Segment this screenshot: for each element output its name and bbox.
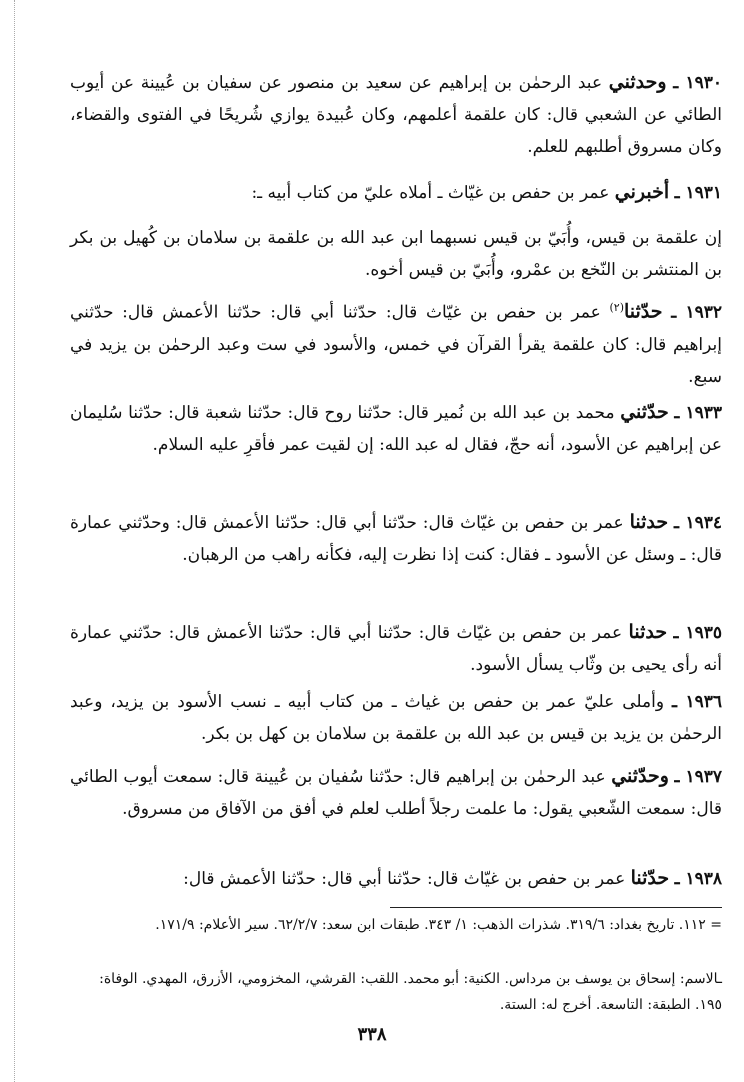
entry-1937 [70,760,722,825]
entry-text: عمر بن حفص بن غيّاث قال: حدّثنا أبي قال: حدّثنا الأعمش قال: حدّثني إبراهيم قال: كان علقمة يقرأ القرآن في خمس، والأسود في ست وعبد الرحمٰن بن يزيد في سبع. [70,302,722,387]
entry-text: إن علقمة بن قيس، وأُبَيّ بن قيس نسبهما ابن عبد الله بن علقمة بن سلامان بن كُهيل بن بكر بن المنتشر بن النّخع بن عمْرو، وأُبَيّ بن قيس أخوه. [70,228,722,280]
entry-text: عبد الرحمٰن بن إبراهيم قال: حدّثنا سُفيان بن عُيينة قال: سمعت أيوب الطائي قال: سمعت الشّعبي يقول: ما علمت رجلاً أطلب لعلم في أفق من الآفاق من مسروق. [70,767,722,819]
entry-1934 [70,506,722,571]
entry-number: ١٩٣٥ ـ [673,623,722,643]
entry-text: عمر بن حفص بن غيّاث ـ أملاه عليّ من كتاب أبيه ـ: [251,183,615,203]
entry-keyword: وحدثني [608,71,667,93]
entry-text: عمر بن حفص بن غيّاث قال: حدّثنا أبي قال: حدّثنا الأعمش قال: وحدّثني عمارة قال: ـ وسئل عن الأسود ـ فقال: كنت إذا نظرت إليه، فكأنه راهب من الرهبان. [70,513,722,565]
entry-keyword: حدثنا [629,511,669,533]
entry-number: ١٩٣٦ ـ [672,692,723,712]
footnote-ref: (٢) [609,301,624,314]
entry-keyword: حدّثني [620,401,669,423]
entry-1938 [70,862,722,895]
page-number: ٣٣٨ [357,1024,387,1045]
page-edge [14,0,15,1082]
entry-text: عمر بن حفص بن غيّاث قال: حدّثنا أبي قال: حدّثنا الأعمش قال: [183,869,631,889]
entry-number: ١٩٣٨ ـ [674,869,722,889]
entry-1936 [70,686,722,750]
entry-keyword: حدّثنا [623,300,663,323]
entry-keyword: أخبرني [614,181,670,203]
footnote-2: ـالاسم: إسحاق بن يوسف بن مرداس. الكنية: أبو محمد. اللقب: القرشي، المخزومي، الأزرق، المهدي. الوفاة: ١٩٥. الطبقة: التاسعة. أخرج له: الستة. [99,971,722,1013]
entry-1931-body [70,222,722,286]
entry-number: ١٩٣٤ ـ [674,513,723,533]
entry-1931 [70,176,722,209]
entry-text: عبد الرحمٰن بن إبراهيم عن سعيد بن منصور عن سفيان بن عُيينة عن أيوب الطائي عن الشعبي قال: كان علقمة أعلمهم، وكان عُبيدة يوازي شُريحًا في الفتوى والقضاء، وكان مسروق أطلبهم للعلم. [70,73,722,157]
entry-1933 [70,396,722,461]
entry-text: وأملى عليّ عمر بن حفص بن غياث ـ من كتاب أبيه ـ نسب الأسود بن يزيد، وعبد الرحمٰن بن يزيد بن قيس بن عبد الله بن علقمة بن سلامان بن كهل بن بكر. [70,692,722,744]
entry-1930 [70,66,722,163]
entry-number: ١٩٣١ ـ [674,183,722,203]
footnote-divider [390,907,722,908]
entry-keyword: وحدّثني [611,765,669,787]
entry-keyword: حدثنا [628,621,668,643]
entry-number: ١٩٣٧ ـ [674,767,722,787]
entry-text: عمر بن حفص بن غيّاث قال: حدّثنا أبي قال: حدّثنا الأعمش قال: حدّثني عمارة أنه رأى يحيى بن وثّاب يسأل الأسود. [70,623,722,675]
entry-text: محمد بن عبد الله بن نُمير قال: حدّثنا روح قال: حدّثنا شعبة قال: حدّثنا سُليمان عن إبراهيم عن الأسود، أنه حجّ، فقال له عبد الله: إن لقيت عمر فأقرِ عليه السلام. [70,403,722,455]
entry-number: ١٩٣٣ ـ [674,403,723,423]
entry-number: ١٩٣٠ ـ [673,73,722,93]
entry-keyword: حدّثنا [630,867,670,889]
entry-1932 [70,292,722,393]
footnote-1: = ١١٢. تاريخ بغداد: ٣١٩/٦. شذرات الذهب: ١/ ٣٤٣. طبقات ابن سعد: ٦٢/٢/٧. سير الأعلام: ١٧١/٩. [155,917,722,933]
entry-1935 [70,616,722,681]
entry-number: ١٩٣٢ ـ [671,302,722,323]
